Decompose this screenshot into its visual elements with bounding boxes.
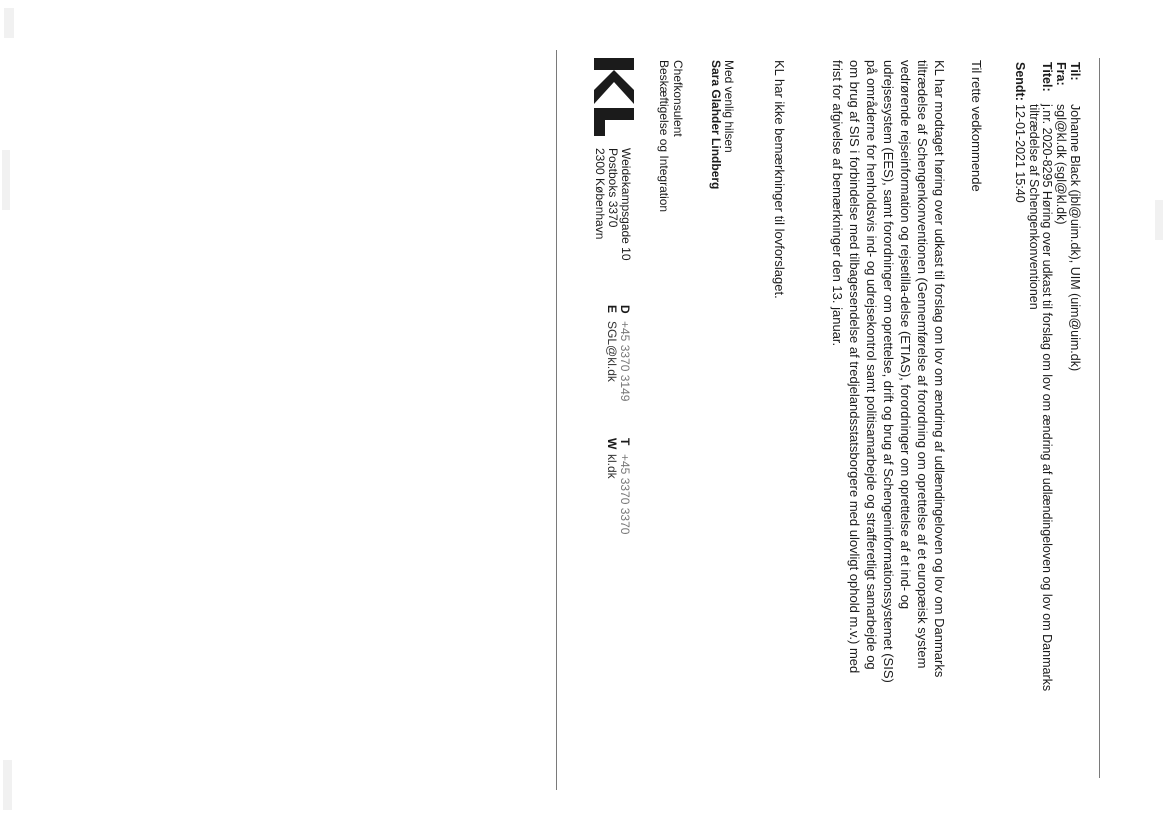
kl-logo xyxy=(590,58,638,138)
to-value: Johanne Black (jbl@uim.dk), UIM (uim@uim.dk) xyxy=(1068,104,1082,372)
closing: Med venlig hilsen xyxy=(722,60,736,153)
paragraph-line: KL har modtaget høring over udkast til forslag om lov om ændring af udlændingeloven og lov om Danmarks xyxy=(932,60,947,678)
scan-edge-mark xyxy=(1155,200,1163,240)
footer-rule xyxy=(556,50,557,790)
body-paragraph xyxy=(829,60,948,683)
title-value-line1: j.nr. 2020-8295 Høring over udkast til forslag om lov om ændring af udlændingeloven og lov om Danmarks xyxy=(1040,104,1054,692)
phone-label: T xyxy=(618,438,632,446)
salutation: Til rette vedkommende xyxy=(969,60,984,192)
paragraph-line: udrejsesystem (EES), samt forordninger om oprettelse, drift og brug af Schengeninformationssystemet (SIS) xyxy=(881,60,896,683)
address-line: Weidekampsgade 10 xyxy=(619,148,633,261)
signer-name: Sara Glahder Lindberg xyxy=(709,60,723,190)
scan-edge-mark xyxy=(3,760,12,810)
rotated-email-page xyxy=(548,40,1108,800)
title-value-line2: tiltrædelse af Schengenkonventionen xyxy=(1027,104,1041,310)
phone-value: +45 3370 3370 xyxy=(618,454,632,535)
signer-role: Chefkonsulent xyxy=(671,60,685,137)
from-label: Fra: xyxy=(1054,62,1068,86)
paragraph-line: om brug af SIS i forbindelse med tilbagesendelse af tredjelandsstatsborgere med ulovligt ophold m.v.) med xyxy=(847,60,862,674)
kl-logo-l-foot xyxy=(594,108,605,136)
scan-edge-mark xyxy=(4,8,14,38)
paragraph-line: vedrørende rejseinformation og rejsetilla-delse (ETIAS), forordninger om oprettelse af et ind- og xyxy=(898,60,913,610)
kl-logo-k-arms xyxy=(594,70,634,104)
email-value[interactable]: SGL@kl.dk xyxy=(605,321,619,382)
address-line: Postboks 3370 xyxy=(606,148,620,228)
paragraph-line: frist for afgivelse af bemærkninger den 13. januar. xyxy=(830,60,845,347)
title-label: Titel: xyxy=(1040,62,1054,92)
email-label: E xyxy=(605,305,619,314)
direct-label: D xyxy=(618,305,632,314)
signer-department: Beskæftigelse og Integration xyxy=(657,60,671,213)
sent-value: 12-01-2021 15:40 xyxy=(1013,104,1027,203)
web-label: W xyxy=(605,438,619,450)
paragraph-line: på områderne for henholdsvis ind- og udrejsekontrol samt politisamarbejde og strafferetligt samarbejde og xyxy=(864,60,879,670)
to-label: Til: xyxy=(1068,62,1082,81)
scan-edge-mark xyxy=(2,150,10,210)
direct-phone: +45 3370 3149 xyxy=(618,321,632,402)
web-value[interactable]: kl.dk xyxy=(605,454,619,479)
sent-label: Sendt: xyxy=(1013,62,1027,101)
statement: KL har ikke bemærkninger til lovforslaget. xyxy=(772,60,787,299)
address-line: 2300 København xyxy=(593,148,607,240)
header-rule xyxy=(1099,58,1100,778)
kl-logo-k-stem xyxy=(594,58,634,70)
paragraph-line: tiltrædelse af Schengenkonventionen (Gennemførelse af forordning om oprettelse af et europæisk system xyxy=(915,60,930,669)
from-value: sgl@kl.dk (sgl@kl.dk) xyxy=(1054,104,1068,225)
